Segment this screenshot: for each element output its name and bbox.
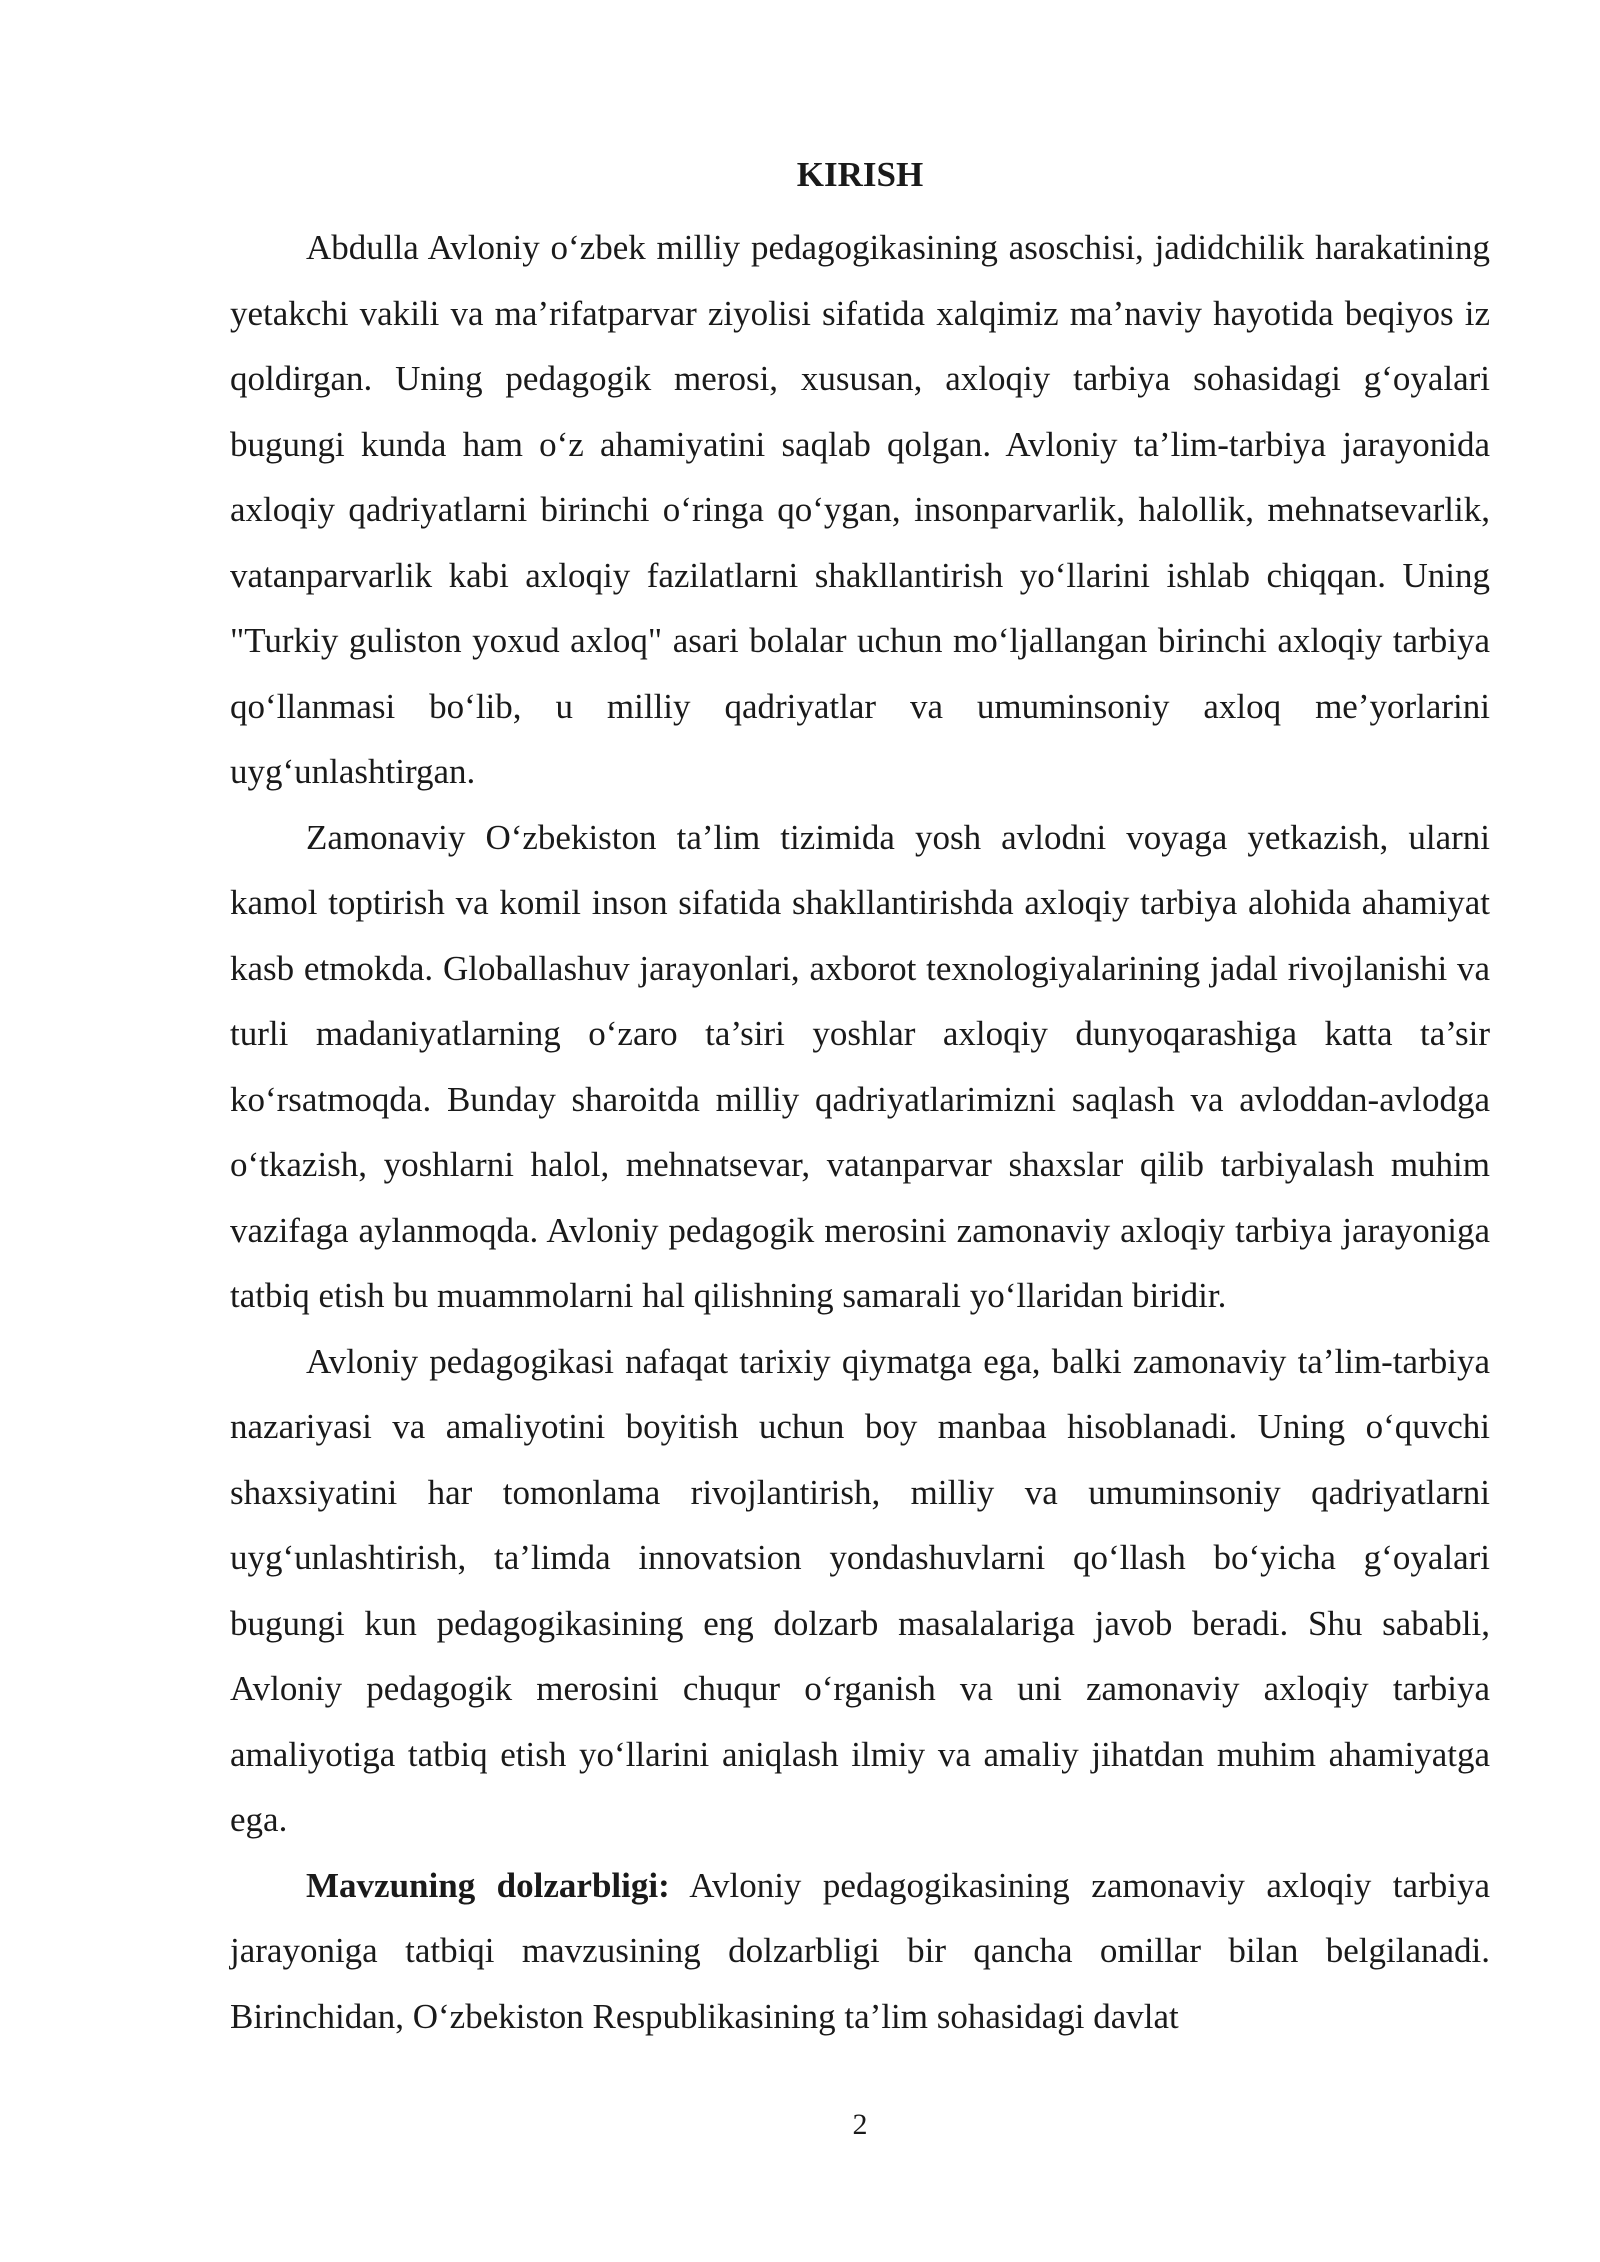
paragraph-text: Avloniy pedagogikasining zamonaviy axloqiy tarbiya jarayoniga tatbiqi mavzusining dolzarbligi bir qancha omillar bilan belgilanadi. Birinchidan, O‘zbekiston Respublikasining ta’lim sohasidagi davlat	[230, 1865, 1490, 2036]
page-number: 2	[852, 2108, 868, 2141]
paragraph-text: Avloniy pedagogikasi nafaqat tarixiy qiymatga ega, balki zamonaviy ta’lim-tarbiya nazariyasi va amaliyotini boyitish uchun boy manbaa hisoblanadi. Uning o‘quvchi shaxsiyatini har tomonlama rivojlantirish, milliy va umuminsoniy qadriyatlarni uyg‘unlashtirish, ta’limda innovatsion yondashuvlarni qo‘llash bo‘yicha g‘oyalari bugungi kun pedagogikasining eng dolzarb masalalariga javob beradi. Shu sababli, Avloniy pedagogik merosini chuqur o‘rganish va uni zamonaviy axloqiy tarbiya amaliyotiga tatbiq etish yo‘llarini aniqlash ilmiy va amaliy jihatdan muhim ahamiyatga ega.	[230, 1341, 1490, 1839]
paragraph-relevance	[230, 1853, 1490, 2050]
paragraph-pedagogy-value	[230, 1329, 1490, 1853]
paragraph-text: Zamonaviy O‘zbekiston ta’lim tizimida yosh avlodni voyaga yetkazish, ularni kamol toptirish va komil inson sifatida shakllantirishda axloqiy tarbiya alohida ahamiyat kasb etmokda. Globallashuv jarayonlari, axborot texnologiyalarining jadal rivojlanishi va turli madaniyatlarning o‘zaro ta’siri yoshlar axloqiy dunyoqarashiga katta ta’sir ko‘rsatmoqda. Bunday sharoitda milliy qadriyatlarimizni saqlash va avloddan-avlodga o‘tkazish, yoshlarni halol, mehnatsevar, vatanparvar shaxslar qilib tarbiyalash muhim vazifaga aylanmoqda. Avloniy pedagogik merosini zamonaviy axloqiy tarbiya jarayoniga tatbiq etish bu muammolarni hal qilishning samarali yo‘llaridan biridir.	[230, 817, 1490, 1315]
paragraph-text: Abdulla Avloniy o‘zbek milliy pedagogikasining asoschisi, jadidchilik harakatining yetakchi vakili va ma’rifatparvar ziyolisi sifatida xalqimiz ma’naviy hayotida beqiyos iz qoldirgan. Uning pedagogik merosi, xususan, axloqiy tarbiya sohasidagi g‘oyalari bugungi kunda ham o‘z ahamiyatini saqlab qolgan. Avloniy ta’lim-tarbiya jarayonida axloqiy qadriyatlarni birinchi o‘ringa qo‘ygan, insonparvarlik, halollik, mehnatsevarlik, vatanparvarlik kabi axloqiy fazilatlarni shakllantirish yo‘llarini ishlab chiqqan. Uning "Turkiy guliston yoxud axloq" asari bolalar uchun mo‘ljallangan birinchi axloqiy tarbiya qo‘llanmasi bo‘lib, u milliy qadriyatlar va umuminsoniy axloq me’yorlarini uyg‘unlashtirgan.	[230, 228, 1490, 791]
paragraph-intro	[230, 215, 1490, 805]
section-title: KIRISH	[796, 155, 924, 194]
paragraph-lead-heading: Mavzuning dolzarbligi:	[306, 1865, 670, 1905]
document-page	[230, 150, 1490, 2049]
paragraph-modern-education	[230, 805, 1490, 1329]
